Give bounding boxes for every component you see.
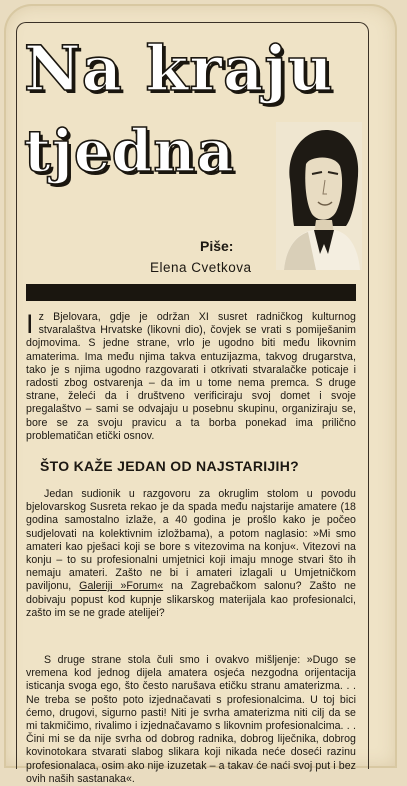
body-paragraph-1 (26, 488, 356, 620)
drop-cap: I (26, 309, 34, 339)
headline-line-2: tjedna (24, 117, 235, 185)
byline-label: Piše: (200, 238, 234, 254)
intro-paragraph (26, 311, 356, 443)
headline-line-1: Na kraju (24, 32, 334, 105)
section-subheading: ŠTO KAŽE JEDAN OD NAJSTARIJIH? (40, 458, 299, 474)
body-paragraph-1-text: Jedan sudionik u razgovoru za okruglim stolom u povodu bjelovarskog Susreta rekao je da spada među najstarije amatere (18 godina samostalno izlaže, a 40 godina je prošlo kako je počeo sudjelovati na kolektivnim izložbama), a potom naglasio: »Mi smo amateri kao pješaci koji se bore s vitezovima na konju«. Vitezovi na konju – to su profesionalni umjetnici koji imaju mnoge stvari što ih nemaju amateri. Zašto ne bi i amateri izlagali u Umjetničkom paviljonu, (26, 488, 356, 593)
black-divider-bar (26, 284, 356, 301)
body-paragraph-2: S druge strane stola čuli smo i ovakvo mišljenje: »Dugo se vremena kod jednog dijela amatera osjeća nezgodna orijentacija isticanja svoga ego, što često narušava etičku stranu amaterizma. . . Ne treba se pošto poto izjednačavati s profesionalcima. U toj bici ćemo, drugovi, sigurno pasti! Niti je svrha amaterizma niti cilj da se mi takmičimo, rivalimo i izjednačavamo s likovnim profesionalcima. . . Čini mi se da nije svrha od dobrog radnika, dobrog liječnika, dobrog kovinotokara stvarati slabog slikara koji nikada neće doseći razinu profesionalaca, osim ako nije izuzetak – a takav će naći svoj put i bez ovih naših sastanaka«. (26, 654, 356, 785)
author-portrait-image (276, 122, 362, 270)
author-photo (276, 122, 362, 270)
body-paragraph-1-text-end: na Zagrebačkom salonu? Zašto ne dobivaju popust kod kupnje slikarskog materijala kao profesionalci, zašto im se ne grade atelijei? (26, 580, 356, 619)
author-name: Elena Cvetkova (150, 260, 252, 275)
intro-text: z Bjelovara, gdje je održan XI susret radničkog kulturnog stvaralaštva Hrvatske (likovni dio), čovjek se vrati s pomiješanim dojmovima. S jedne strane, vrlo je ugodno biti među likovnim amaterima. Ima među njima takva entuzijazma, takvog drugarstva, tako je s njima ugodno razgovarati i otkrivati stvaralačke poticaje i radosti zbog ostvarenja – da im u tome nema premca. S druge strane, želeći da i društveno verificiraju svoj domet i svoje pregalaštvo – sami se odvajaju u posebnu skupinu, organiziraju se, bore se za svoju pravicu a ta borba ponekad ima prilično problematičan etički osnov. (26, 311, 356, 442)
underlined-phrase: Galeriji »Forum« (79, 580, 164, 593)
